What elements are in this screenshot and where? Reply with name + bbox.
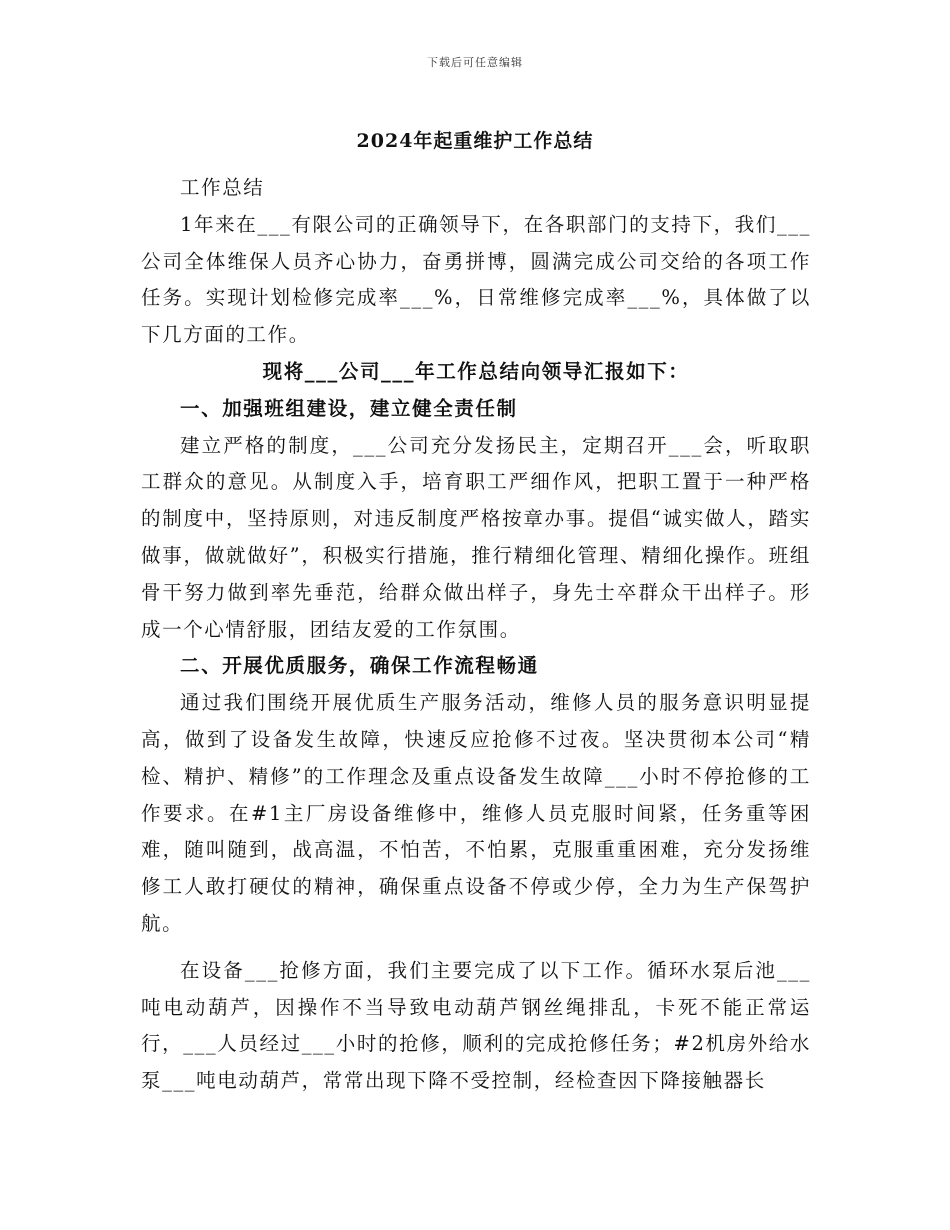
intro-paragraph: 1年来在___有限公司的正确领导下，在各职部门的支持下，我们___公司全体维保人员齐心协力，奋勇拼博，圆满完成公司交给的各项工作任务。实现计划检修完成率___%，日常维修完成率___%，具体做了以下几方面的工作。 [141,212,811,347]
section-heading-2: 二、开展优质服务，确保工作流程畅通 [180,654,539,678]
report-heading: 现将___公司___年工作总结向领导汇报如下： [262,359,690,383]
section-2-paragraph: 通过我们围绕开展优质生产服务活动，维修人员的服务意识明显提高，做到了设备发生故障，快速反应抢修不过夜。坚决贯彻本公司“精检、精护、精修”的工作理念及重点设备发生故障___小时不停抢修的工作要求。在#1主厂房设备维修中，维修人员克服时间紧，任务重等困难，随叫随到，战高温，不怕苦，不怕累，克服重重困难，充分发扬维修工人敢打硬仗的精神，确保重点设备不停或少停，全力为生产保驾护航。 [141,691,811,935]
page-header: 下载后可任意编辑 [427,56,523,69]
section-2-paragraph-2: 在设备___抢修方面，我们主要完成了以下工作。循环水泵后池___吨电动葫芦，因操作不当导致电动葫芦钢丝绳排乱，卡死不能正常运行，___人员经过___小时的抢修，顺利的完成抢修任务；#2机房外给水泵___吨电动葫芦，常常出现下降不受控制，经检查因下降接触器长 [141,958,811,1093]
document-body [141,170,811,1100]
section-1-paragraph: 建立严格的制度，___公司充分发扬民主，定期召开___会，听取职工群众的意见。从制度入手，培育职工严细作风，把职工置于一种严格的制度中，坚持原则，对违反制度严格按章办事。提倡“诚实做人，踏实做事，做就做好”，积极实行措施，推行精细化管理、精细化操作。班组骨干努力做到率先垂范，给群众做出样子，身先士卒群众干出样子。形成一个心情舒服，团结友爱的工作氛围。 [141,433,811,641]
section-heading-1: 一、加强班组建设，建立健全责任制 [180,396,518,420]
document-title: 2024年起重维护工作总结 [356,130,594,152]
label-paragraph: 工作总结 [180,176,265,199]
